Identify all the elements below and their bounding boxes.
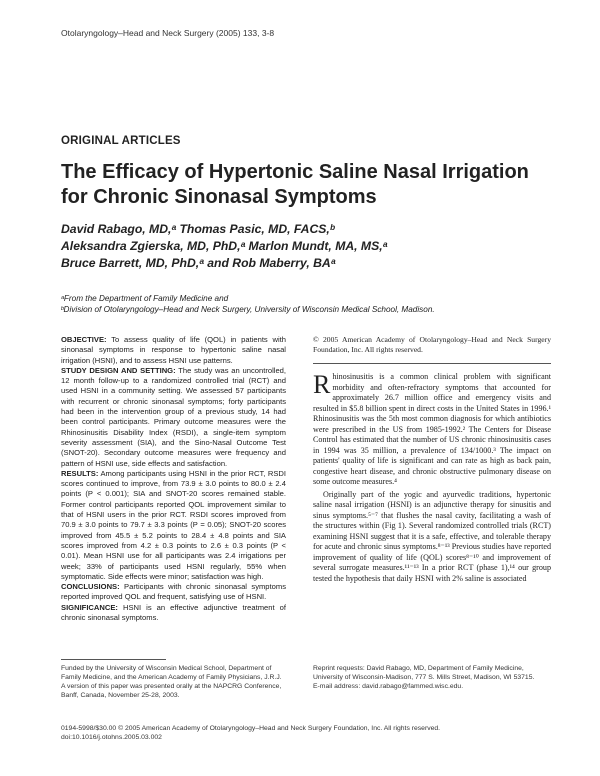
abstract-design <box>61 366 286 469</box>
body-column <box>313 335 551 584</box>
affiliation-line: ᵇDivision of Otolaryngology–Head and Neck Surgery, University of Wisconsin Medical School, Madison. <box>61 305 435 314</box>
abstract-text: HSNI is an effective adjunctive treatment of chronic sinonasal symptoms. <box>61 602 286 623</box>
bottom-notice <box>61 724 551 742</box>
abstract-objective <box>61 335 286 366</box>
abstract-label: STUDY DESIGN AND SETTING: <box>61 365 176 375</box>
abstract <box>61 335 286 623</box>
abstract-significance <box>61 603 286 624</box>
body-paragraph: Rhinosinusitis is a common clinical problem with significant morbidity and often-refractory symptoms that accounted for approximately 26.7 million office and emergency visits and resulted in $5.8 billion spent in direct costs in the United States in 1996.¹ Rhinosinusitis was the 5th most common diagnosis for which antibiotics were prescribed in the US from 1985-1992.² The Centers for Disease Control has estimated that the number of US chronic rhinosinusitis cases in 1994 was 35 million, a prevalence of 134/1000.³ The impact on patients' quality of life is significant and can rate as high as back pain, congestive heart disease, and chronic obstructive pulmonary disease on some outcome measures.⁴ <box>313 370 551 486</box>
abstract-text: Participants with chronic sinonasal symptoms reported improved QOL and frequent, satisfying use of HSNI. <box>61 582 286 602</box>
doi-line: doi:10.1016/j.otohns.2005.03.002 <box>61 734 162 741</box>
body-paragraph: Originally part of the yogic and ayurvedic traditions, hypertonic saline nasal irrigation (HSNI) is an adjunctive therapy for sinusitis and sinus symptoms.⁵⁻⁷ that flushes the nasal cavity, facilitating a wash of the structures within (Fig 1). Several randomized controlled trials (RCT) examining HSNI suggest that it is a safe, effective, and tolerable therapy for acute and chronic sinus symptoms.⁸⁻¹³ Previous studies have reported improvement of quality of life (QOL) scores⁸⁻¹⁰ and improvement of several surrogate measures.¹¹⁻¹³ In a prior RCT (phase 1),¹⁴ our group tested the hypothesis that daily HSNI with 2% saline is associated <box>313 489 551 583</box>
abstract-text: The study was an uncontrolled, 12 month follow-up to a randomized controlled trial (RCT) and used HSNI in a community setting. We assessed 57 participants with recurrent or chronic sinonasal symptoms; forty participants had been in the intervention group of a previous study, 14 had been control participants. Primary outcome measures were the Rhinosinusitis Disability Index (RSDI), a single-item symptom severity assessment (SIA), and the Sino-Nasal Outcome Test (SNOT-20). Secondary outcome measures were frequency and pattern of HSNI use, side effects and satisfaction. <box>61 365 286 468</box>
author-list <box>61 221 551 272</box>
copyright-notice: © 2005 American Academy of Otolaryngology–Head and Neck Surgery Foundation, Inc. All rights reserved. <box>313 335 551 354</box>
affiliation-line: ᵃFrom the Department of Family Medicine and <box>61 294 229 303</box>
footnote-right <box>313 664 551 691</box>
article-title: The Efficacy of Hypertonic Saline Nasal Irrigation for Chronic Sinonasal Symptoms <box>61 161 529 208</box>
footnote-rule <box>61 659 166 660</box>
footnote-left <box>61 664 286 700</box>
abstract-label: RESULTS: <box>61 468 99 478</box>
abstract-conclusions <box>61 582 286 603</box>
footnote-line: A version of this paper was presented orally at the NAPCRG Conference, Banff, Canada, November 25-28, 2003. <box>61 683 282 699</box>
footnote-line: Reprint requests: David Rabago, MD, Department of Family Medicine, University of Wisconsin-Madison, 777 S. Mills Street, Madison, WI 53715. <box>313 665 535 681</box>
abstract-label: CONCLUSIONS: <box>61 582 120 592</box>
author-line: Bruce Barrett, MD, PhD,ᵃ and Rob Maberry, BAᵃ <box>61 256 336 270</box>
divider <box>313 363 551 364</box>
abstract-label: SIGNIFICANCE: <box>61 602 118 612</box>
footnote-line: Funded by the University of Wisconsin Medical School, Department of Family Medicine, and the American Academy of Family Physicians, J.R.J. <box>61 665 282 681</box>
abstract-text: Among participants using HSNI in the prior RCT, RSDI scores continued to improve, from 73.9 ± 3.0 points to 80.0 ± 2.4 points (P < 0.001); SIA and SNOT-20 scores remained stable. Former control participants reported QOL improvement similar to that of HSNI users in the prior RCT. RSDI scores improved from 70.9 ± 3.0 points to 79.7 ± 3.3 points (P = 0.05); SNOT-20 scores improved from 45.5 ± 5.2 points to 28.4 ± 4.8 points and SIA scores improved from 4.2 ± 0.3 points to 2.6 ± 0.3 points (P < 0.01). Mean HSNI use for all participants was 2.4 irrigations per week; 33% of participants used HSNI regularly, 55% when symptomatic. Side effects were minor; satisfaction was high. <box>61 468 286 581</box>
issn-line: 0194-5998/$30.00 © 2005 American Academy of Otolaryngology–Head and Neck Surgery Foundation, Inc. All rights reserved. <box>61 725 441 732</box>
footnote-line: E-mail address: david.rabago@fammed.wisc.edu. <box>313 683 464 690</box>
drop-cap: R <box>313 370 331 399</box>
author-line: Aleksandra Zgierska, MD, PhD,ᵃ Marlon Mundt, MA, MS,ᵃ <box>61 239 388 253</box>
running-head: Otolaryngology–Head and Neck Surgery (2005) 133, 3-8 <box>61 28 275 38</box>
abstract-results <box>61 469 286 582</box>
abstract-label: OBJECTIVE: <box>61 335 107 344</box>
affiliations <box>61 293 561 315</box>
abstract-text: To assess quality of life (QOL) in patients with sinonasal symptoms in response to hypertonic saline nasal irrigation (HSNI), and to assess HSNI use patterns. <box>61 335 286 365</box>
section-label: ORIGINAL ARTICLES <box>61 135 181 147</box>
author-line: David Rabago, MD,ᵃ Thomas Pasic, MD, FACS,ᵇ <box>61 222 335 236</box>
